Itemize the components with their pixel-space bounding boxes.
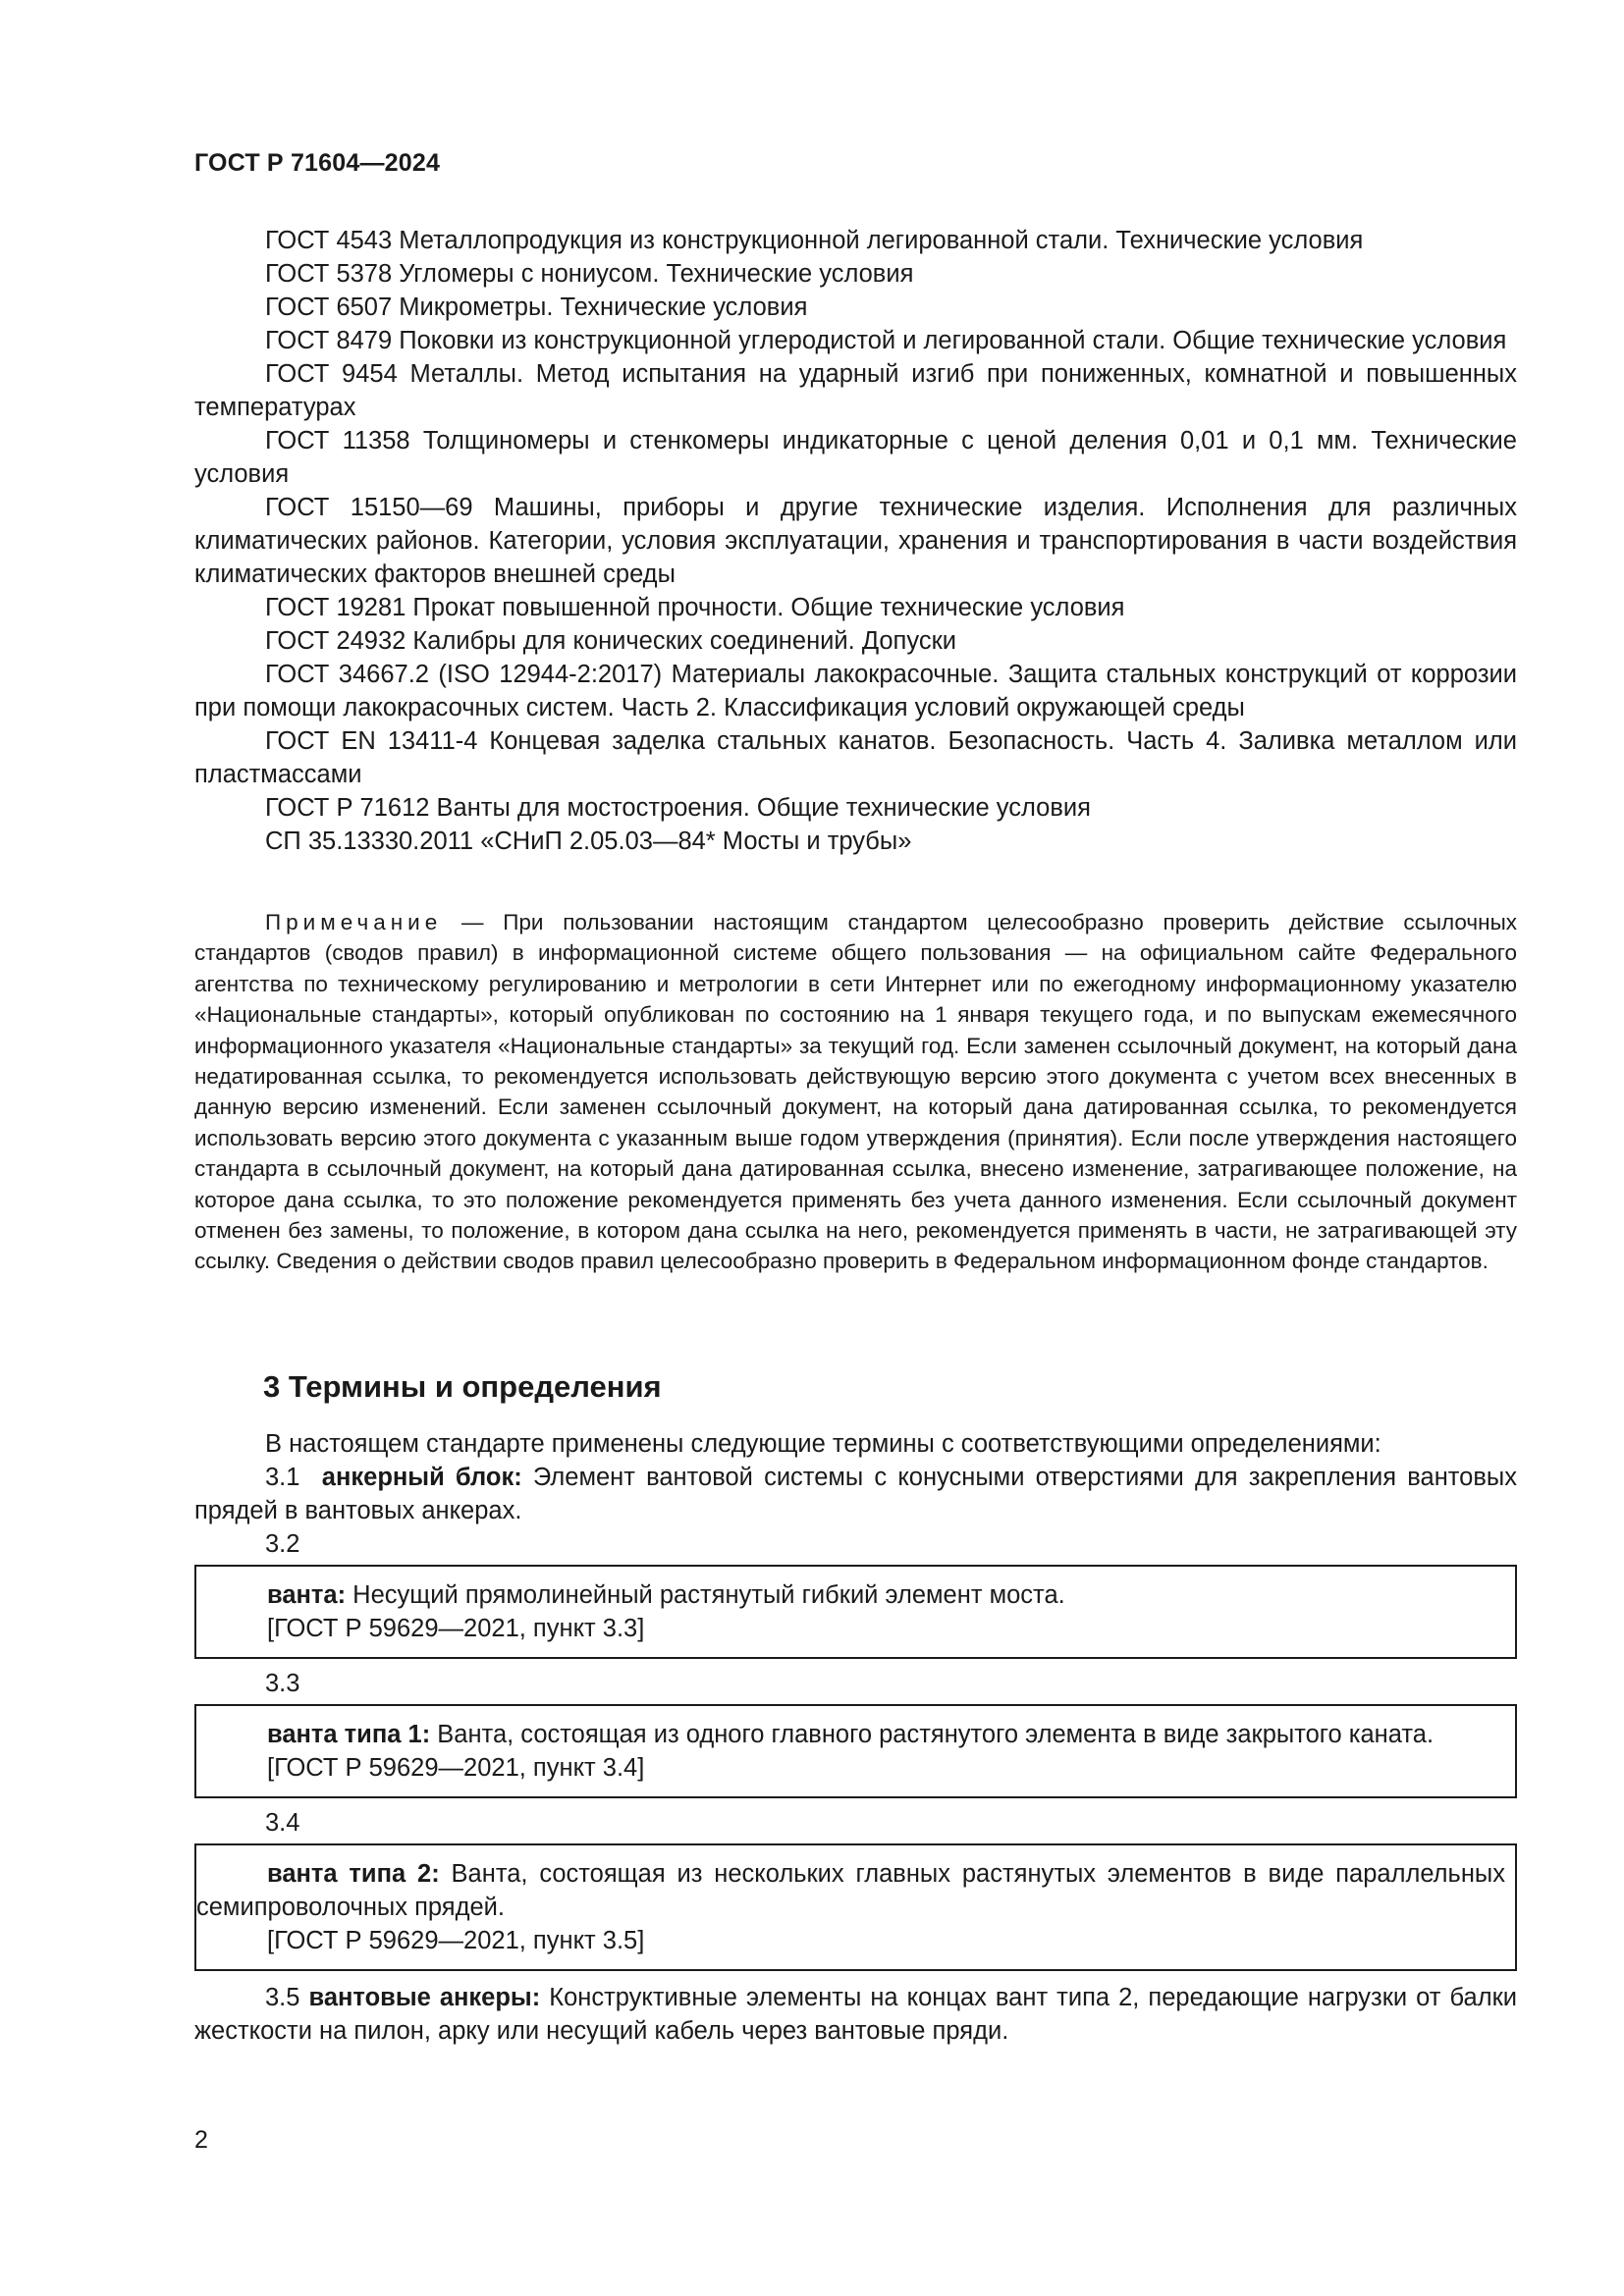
term-definition: Элемент вантовой системы с конусными отверстиями для закрепления вантовых прядей в вантовых анкерах. [194, 1464, 1517, 1524]
term-number: 3.5 [265, 1984, 300, 2011]
reference-item: ГОСТ Р 71612 Ванты для мостостроения. Общие технические условия [265, 794, 1091, 822]
term-3-4 [196, 1857, 1505, 1924]
section-title: 3 Термины и определения [263, 1369, 662, 1404]
term-box-3-4 [194, 1843, 1517, 1971]
term-source: [ГОСТ Р 59629—2021, пункт 3.5] [267, 1927, 645, 1954]
term-3-5 [194, 1981, 1517, 2048]
references-note [194, 907, 1517, 1277]
reference-item: ГОСТ 24932 Калибры для конических соединений. Допуски [265, 627, 956, 655]
term-name: ванта типа 1: [267, 1721, 431, 1748]
note-text: — При пользовании настоящим стандартом целесообразно проверить действие ссылочных стандартов (сводов правил) в информационной системе общего пользования — на официальном сайте Федерального агентства по техническому регулированию и метрологии в сети Интернет или по ежегодному информационному указателю «Национальные стандарты», который опубликован по состоянию на 1 января текущего года, и по выпускам ежемесячного информационного указателя «Национальные стандарты» за текущий год. Если заменен ссылочный документ, на который дана недатированная ссылка, то рекомендуется использовать действующую версию этого документа с учетом всех внесенных в данную версию изменений. Если заменен ссылочный документ, на который дана датированная ссылка, то рекомендуется использовать версию этого документа с указанным выше годом утверждения (принятия). Если после утверждения настоящего стандарта в ссылочный документ, на который дана датированная ссылка, внесено изменение, затрагивающее положение, на которое дана ссылка, то это положение рекомендуется применять без учета данного изменения. Если ссылочный документ отменен без замены, то положение, в котором дана ссылка на него, рекомендуется применять в части, не затрагивающей эту ссылку. Сведения о действии сводов правил целесообразно проверить в Федеральном информационном фонде стандартов. [194, 910, 1517, 1274]
page-number: 2 [194, 2126, 208, 2154]
term-definition: Ванта, состоящая из одного главного растянутого элемента в виде закрытого каната. [430, 1721, 1435, 1748]
reference-item: ГОСТ 8479 Поковки из конструкционной углеродистой и легированной стали. Общие технические условия [265, 327, 1507, 354]
term-box-3-3 [194, 1704, 1517, 1798]
terms-section [194, 1427, 1517, 2048]
term-name: ванта типа 2: [267, 1860, 440, 1888]
note-paragraph [194, 907, 1517, 1277]
term-definition: Ванта, состоящая из нескольких главных растянутых элементов в виде параллельных семипроволочных прядей. [196, 1860, 1505, 1921]
reference-item: ГОСТ 19281 Прокат повышенной прочности. Общие технические условия [265, 594, 1125, 621]
term-source: [ГОСТ Р 59629—2021, пункт 3.3] [267, 1615, 645, 1642]
term-number: 3.2 [265, 1530, 300, 1558]
term-name: вантовые анкеры: [308, 1984, 541, 2011]
note-label: Примечание [265, 910, 443, 934]
reference-item: ГОСТ 9454 Металлы. Метод испытания на ударный изгиб при пониженных, комнатной и повышенных температурах [194, 360, 1517, 421]
terms-intro: В настоящем стандарте применены следующие термины с соответствующими определениями: [265, 1430, 1381, 1458]
reference-item: ГОСТ 34667.2 (ISO 12944-2:2017) Материалы лакокрасочные. Защита стальных конструкций от коррозии при помощи лакокрасочных систем. Часть 2. Классификация условий окружающей среды [194, 661, 1517, 721]
term-number: 3.1 [265, 1464, 300, 1491]
term-3-2 [196, 1578, 1505, 1612]
term-source: [ГОСТ Р 59629—2021, пункт 3.4] [267, 1754, 645, 1782]
reference-item: ГОСТ 5378 Угломеры с нониусом. Технические условия [265, 260, 914, 288]
normative-references-list [194, 224, 1517, 858]
term-3-1 [194, 1461, 1517, 1527]
reference-item: ГОСТ 15150—69 Машины, приборы и другие технические изделия. Исполнения для различных климатических районов. Категории, условия эксплуатации, хранения и транспортирования в части воздействия климатических факторов внешней среды [194, 494, 1517, 588]
term-name: анкерный блок: [321, 1464, 522, 1491]
term-number: 3.4 [265, 1809, 300, 1837]
reference-item: СП 35.13330.2011 «СНиП 2.05.03—84* Мосты и трубы» [265, 828, 912, 855]
term-definition: Конструктивные элементы на концах вант типа 2, передающие нагрузки от балки жесткости на пилон, арку или несущий кабель через вантовые пряди. [194, 1984, 1517, 2045]
reference-item: ГОСТ 4543 Металлопродукция из конструкционной легированной стали. Технические условия [265, 227, 1364, 254]
reference-item: ГОСТ 11358 Толщиномеры и стенкомеры индикаторные с ценой деления 0,01 и 0,1 мм. Технические условия [194, 427, 1517, 488]
term-3-3 [196, 1718, 1505, 1751]
document-header: ГОСТ Р 71604—2024 [194, 149, 441, 177]
reference-item: ГОСТ EN 13411-4 Концевая заделка стальных канатов. Безопасность. Часть 4. Заливка металлом или пластмассами [194, 727, 1517, 788]
term-number: 3.3 [265, 1670, 300, 1697]
term-definition: Несущий прямолинейный растянутый гибкий элемент моста. [346, 1581, 1065, 1609]
term-name: ванта: [267, 1581, 347, 1609]
reference-item: ГОСТ 6507 Микрометры. Технические условия [265, 294, 808, 321]
term-box-3-2 [194, 1565, 1517, 1659]
